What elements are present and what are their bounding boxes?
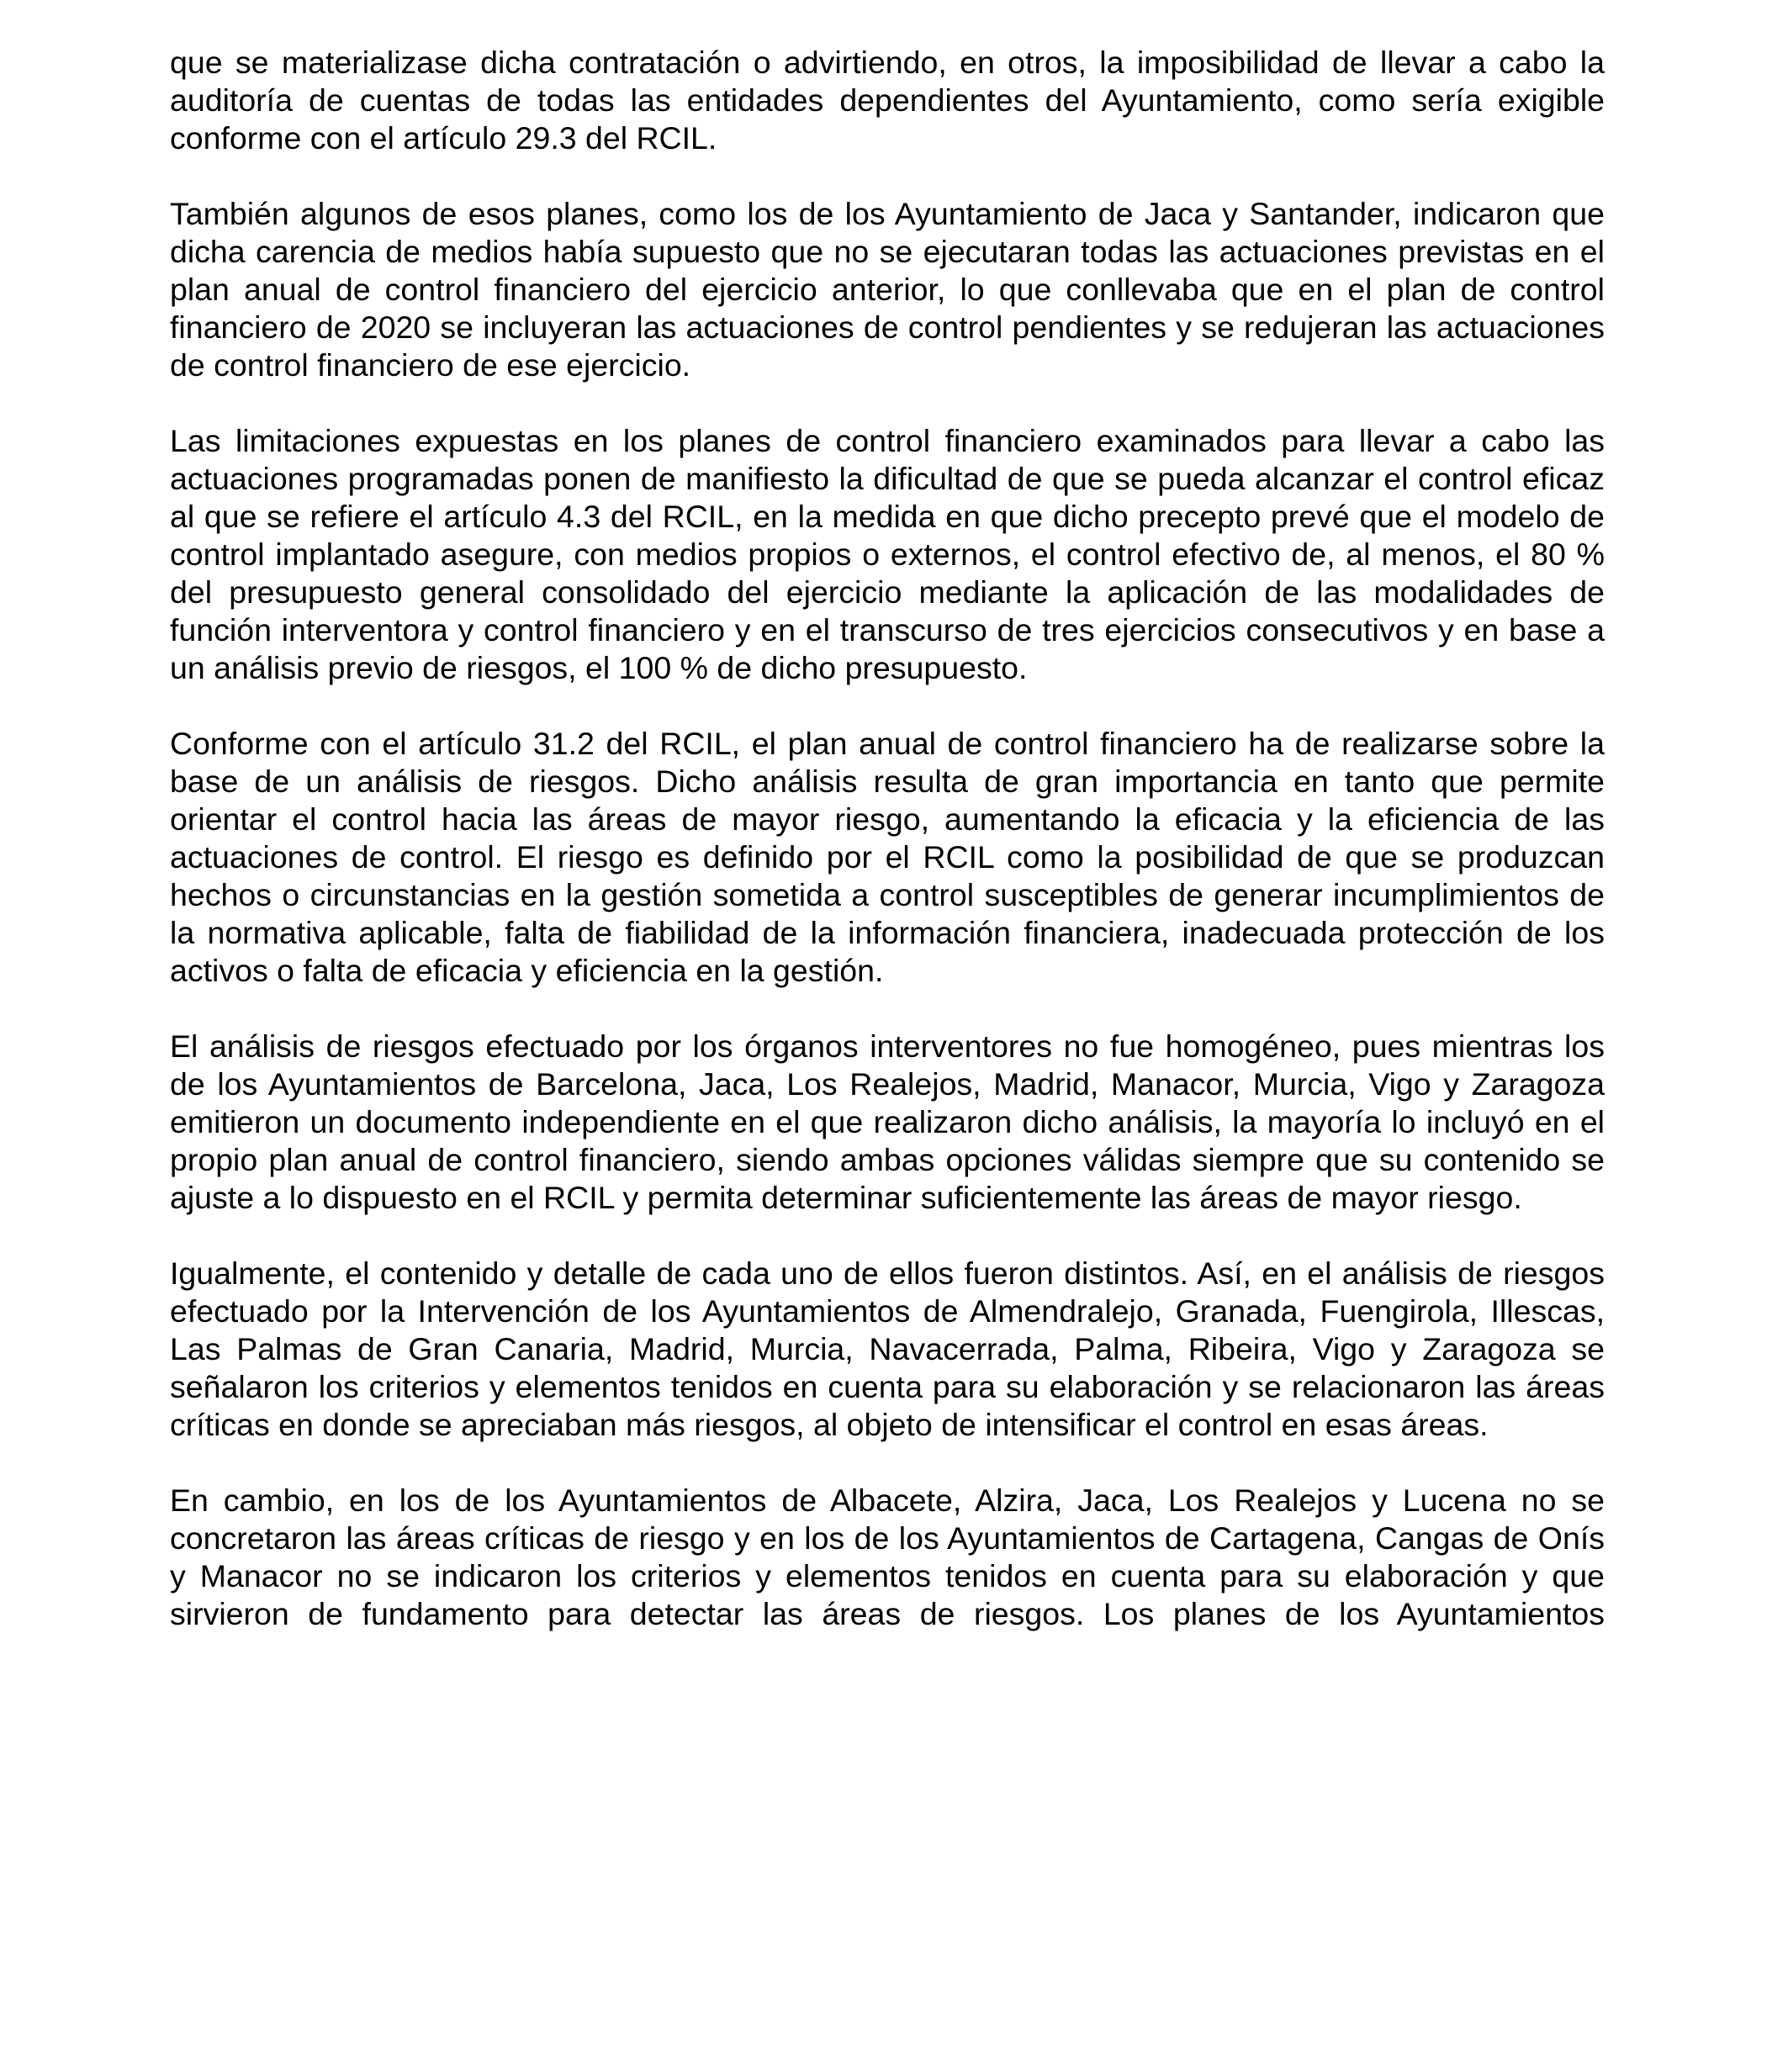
paragraph-3: Las limitaciones expuestas en los planes de control financiero examinados para llevar a cabo las actuaciones programadas ponen de manifiesto la dificultad de que se pueda alcanzar el control eficaz al que se refiere el artículo 4.3 del RCIL, en la medida en que dicho precepto prevé que el modelo de control implantado asegure, con medios propios o externos, el control efectivo de, al menos, el 80 % del presupuesto general consolidado del ejercicio mediante la aplicación de las modalidades de función interventora y control financiero y en el transcurso de tres ejercicios consecutivos y en base a un análisis previo de riesgos, el 100 % de dicho presupuesto. [170,423,1605,685]
paragraph-5: El análisis de riesgos efectuado por los órganos interventores no fue homogéneo, pues mientras los de los Ayuntamientos de Barcelona, Jaca, Los Realejos, Madrid, Manacor, Murcia, Vigo y Zaragoza emitieron un documento independiente en el que realizaron dicho análisis, la mayoría lo incluyó en el propio plan anual de control financiero, siendo ambas opciones válidas siempre que su contenido se ajuste a lo dispuesto en el RCIL y permita determinar suficientemente las áreas de mayor riesgo. [170,1028,1605,1215]
document-page [170,44,1605,1671]
paragraph-6: Igualmente, el contenido y detalle de cada uno de ellos fueron distintos. Así, en el análisis de riesgos efectuado por la Intervención de los Ayuntamientos de Almendralejo, Granada, Fuengirola, Illescas, Las Palmas de Gran Canaria, Madrid, Murcia, Navacerrada, Palma, Ribeira, Vigo y Zaragoza se señalaron los criterios y elementos tenidos en cuenta para su elaboración y se relacionaron las áreas críticas en donde se apreciaban más riesgos, al objeto de intensificar el control en esas áreas. [170,1255,1605,1442]
paragraph-4: Conforme con el artículo 31.2 del RCIL, el plan anual de control financiero ha de realizarse sobre la base de un análisis de riesgos. Dicho análisis resulta de gran importancia en tanto que permite orientar el control hacia las áreas de mayor riesgo, aumentando la eficacia y la eficiencia de las actuaciones de control. El riesgo es definido por el RCIL como la posibilidad de que se produzcan hechos o circunstancias en la gestión sometida a control susceptibles de generar incumplimientos de la normativa aplicable, falta de fiabilidad de la información financiera, inadecuada protección de los activos o falta de eficacia y eficiencia en la gestión. [170,726,1605,988]
paragraph-7: En cambio, en los de los Ayuntamientos de Albacete, Alzira, Jaca, Los Realejos y Lucena no se concretaron las áreas críticas de riesgo y en los de los Ayuntamientos de Cartagena, Cangas de Onís y Manacor no se indicaron los criterios y elementos tenidos en cuenta para su elaboración y que sirvieron de fundamento para detectar las áreas de riesgos. Los planes de los Ayuntamientos [170,1483,1605,1631]
paragraph-2: También algunos de esos planes, como los de los Ayuntamiento de Jaca y Santander, indicaron que dicha carencia de medios había supuesto que no se ejecutaran todas las actuaciones previstas en el plan anual de control financiero del ejercicio anterior, lo que conllevaba que en el plan de control financiero de 2020 se incluyeran las actuaciones de control pendientes y se redujeran las actuaciones de control financiero de ese ejercicio. [170,196,1605,383]
paragraph-1: que se materializase dicha contratación o advirtiendo, en otros, la imposibilidad de llevar a cabo la auditoría de cuentas de todas las entidades dependientes del Ayuntamiento, como sería exigible conforme con el artículo 29.3 del RCIL. [170,45,1605,156]
